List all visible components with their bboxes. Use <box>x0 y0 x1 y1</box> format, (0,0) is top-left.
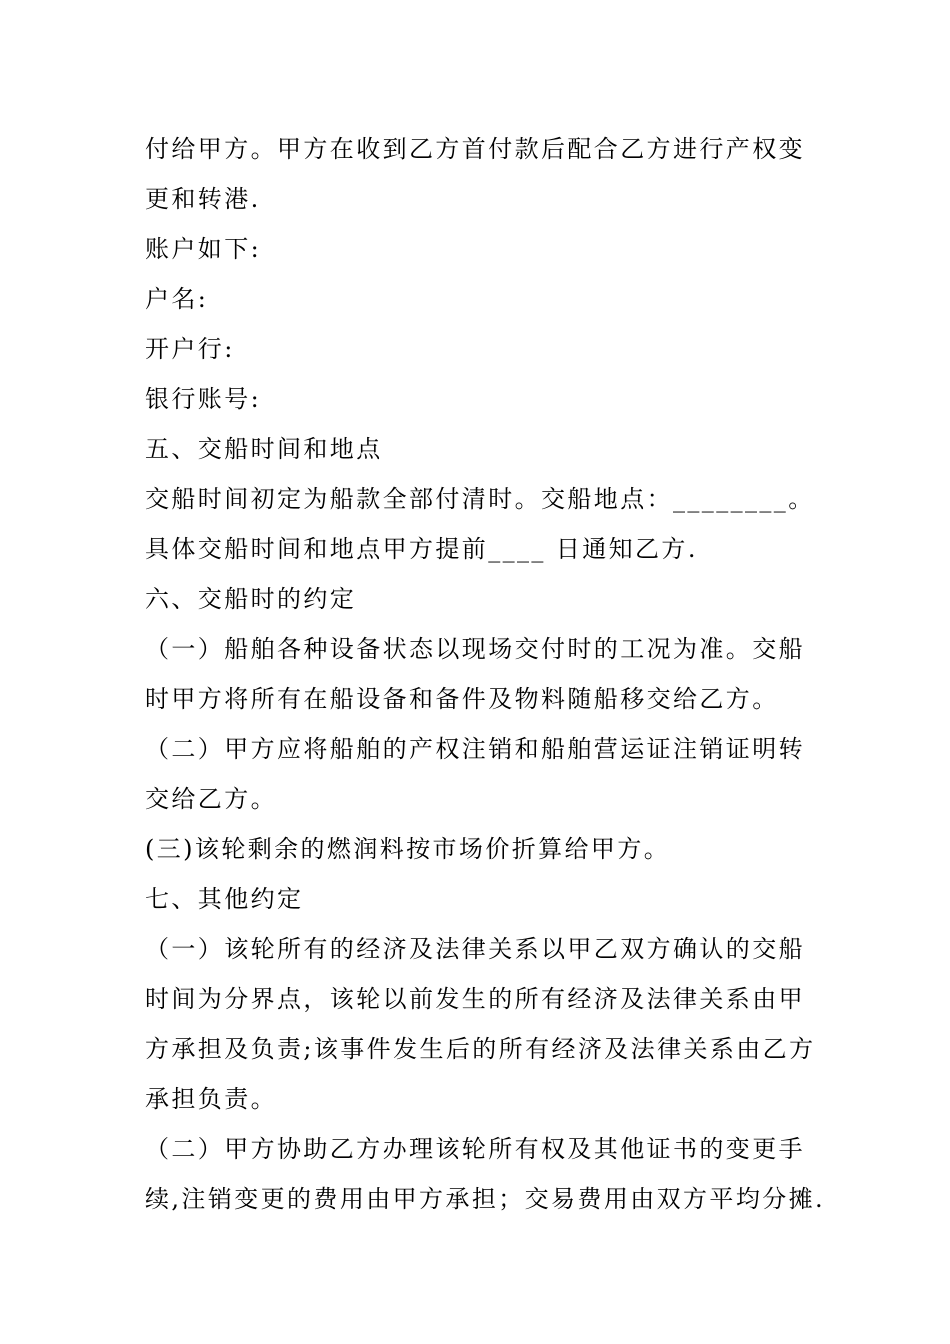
section-heading-6: 六、交船时的约定 <box>145 585 357 613</box>
text-line: 交船时间初定为船款全部付清时。交船地点：________。 <box>145 485 815 513</box>
text-line: （一）船舶各种设备状态以现场交付时的工况为准。交船 <box>145 635 805 663</box>
account-name-label: 户名: <box>145 285 209 313</box>
section-heading-7: 七、其他约定 <box>145 885 304 913</box>
text-line: 交给乙方。 <box>145 785 277 813</box>
text-line: 付给甲方。甲方在收到乙方首付款后配合乙方进行产权变 <box>145 135 805 163</box>
text-line: 具体交船时间和地点甲方提前____ 日通知乙方. <box>145 535 698 563</box>
text-line: 承担负责。 <box>145 1085 277 1113</box>
text-line: （二）甲方应将船舶的产权注销和船舶营运证注销证明转 <box>145 735 805 763</box>
account-number-label: 银行账号: <box>145 385 262 413</box>
text-line: （二）甲方协助乙方办理该轮所有权及其他证书的变更手 <box>145 1135 805 1163</box>
text-line: （一）该轮所有的经济及法律关系以甲乙双方确认的交船 <box>145 935 805 963</box>
text-line: 时间为分界点，该轮以前发生的所有经济及法律关系由甲 <box>145 985 805 1013</box>
account-heading: 账户如下: <box>145 235 262 263</box>
text-line: 续,注销变更的费用由甲方承担；交易费用由双方平均分摊. <box>145 1185 826 1213</box>
text-line: 更和转港. <box>145 185 261 213</box>
bank-label: 开户行: <box>145 335 235 363</box>
text-line: (三)该轮剩余的燃润料按市场价折算给甲方。 <box>145 835 671 863</box>
text-line: 时甲方将所有在船设备和备件及物料随船移交给乙方。 <box>145 685 779 713</box>
text-line: 方承担及负责;该事件发生后的所有经济及法律关系由乙方 <box>145 1035 816 1063</box>
section-heading-5: 五、交船时间和地点 <box>145 435 383 463</box>
